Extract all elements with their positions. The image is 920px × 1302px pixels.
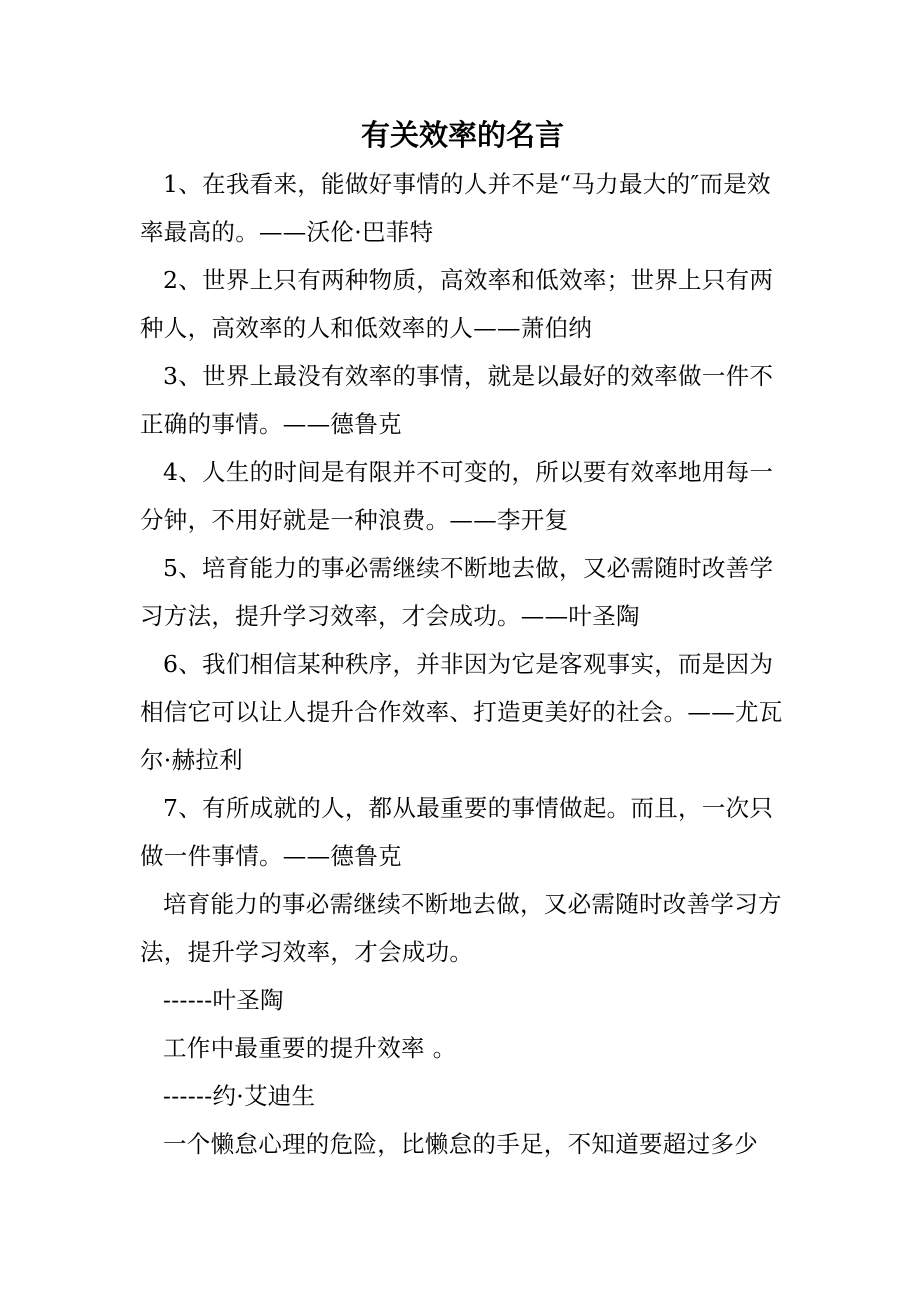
quote-paragraph-1: 1、在我看来，能做好事情的人并不是“马力最大的″而是效率最高的。——沃伦·巴菲特 [140,170,771,246]
quote-paragraph-2: 2、世界上只有两种物质，高效率和低效率；世界上只有两种人，高效率的人和低效率的人——萧伯纳 [140,266,774,342]
quote-paragraph-4: 4、人生的时间是有限并不可变的，所以要有效率地用每一分钟，不用好就是一种浪费。——李开复 [140,458,774,534]
quote-paragraph-3: 3、世界上最没有效率的事情，就是以最好的效率做一件不正确的事情。——德鲁克 [140,362,774,438]
document-title: 有关效率的名言 [360,118,564,152]
quote-paragraph-9: 工作中最重要的提升效率 。 [163,1034,457,1062]
quote-paragraph-5: 5、培育能力的事必需继续不断地去做，又必需随时改善学习方法，提升学习效率，才会成功。——叶圣陶 [140,554,774,630]
document-page [140,110,785,1168]
quote-attribution-1: ------叶圣陶 [163,986,284,1014]
quote-paragraph-6: 6、我们相信某种秩序，并非因为它是客观事实，而是因为相信它可以让人提升合作效率、打造更美好的社会。——尤瓦尔·赫拉利 [140,650,783,774]
quote-attribution-2: ------约·艾迪生 [163,1082,316,1110]
quote-paragraph-7: 7、有所成就的人，都从最重要的事情做起。而且，一次只做一件事情。——德鲁克 [140,794,774,870]
quote-paragraph-8: 培育能力的事必需继续不断地去做，又必需随时改善学习方法，提升学习效率，才会成功。 [140,890,782,966]
quote-paragraph-10: 一个懒怠心理的危险，比懒怠的手足，不知道要超过多少 [163,1130,758,1158]
